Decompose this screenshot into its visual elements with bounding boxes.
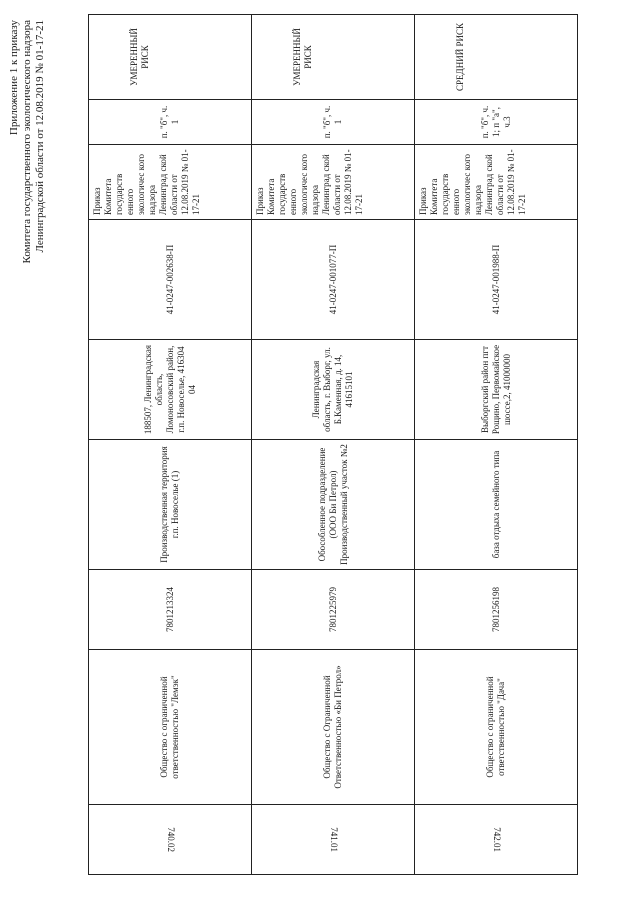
- object-code-cell: 41-0247-002638-П: [89, 220, 252, 340]
- object-code-cell: 41-0247-001988-П: [415, 220, 578, 340]
- row-number-cell: [89, 805, 252, 875]
- address-cell: 188507, Ленинградская область, Ломоносовский район, г.п. Новоселье, 416304 04: [89, 340, 252, 440]
- risk-category-cell: СРЕДНИЙ РИСК: [415, 15, 578, 100]
- criteria-cell: п. "б", ч. 1: [89, 100, 252, 145]
- inn-cell: 7801213324: [89, 570, 252, 650]
- address-cell: Ленинградская область, г. Выборг, ул. Б.Каменная, д. 14, 41615101: [252, 340, 415, 440]
- order-cell: Приказ Комитета государств енного экологичес кого надзора Ленинград ской области от 12.08.2019 № 01-17-21: [252, 145, 415, 220]
- criteria-cell: п. "б", ч. 1; п "а", ч.3: [415, 100, 578, 145]
- organization-cell: Общество с Ограниченной Ответственностью «Би Петрол»: [252, 650, 415, 805]
- organization-cell: Общество с ограниченной ответственностью "Лемэк": [89, 650, 252, 805]
- row-number-cell: [252, 805, 415, 875]
- inn-cell: 7801225979: [252, 570, 415, 650]
- row-number: 740.02: [165, 827, 176, 852]
- header-line-2: Комитета государственного экологического надзора: [21, 20, 33, 264]
- header-line-1: Приложение 1 к приказу: [8, 20, 20, 136]
- row-number-cell: [415, 805, 578, 875]
- risk-table: [88, 14, 578, 875]
- table-row: [252, 15, 415, 875]
- table-row: [89, 15, 252, 875]
- inn-cell: 7801256198: [415, 570, 578, 650]
- risk-category-cell: УМЕРЕННЫЙ РИСК: [252, 15, 415, 100]
- address-cell: Выборгский район пгт Рощино, Первомайское шоссе,2, 41000000: [415, 340, 578, 440]
- object-code-cell: 41-0247-001077-П: [252, 220, 415, 340]
- order-cell: Приказ Комитета государств енного экологичес кого надзора Ленинград ской области от 12.08.2019 № 01-17-21: [89, 145, 252, 220]
- document-header: [8, 20, 47, 295]
- header-line-3: Ленинградской области от 12.08.2019 № 01-17-21: [34, 20, 46, 253]
- order-cell: Приказ Комитета государств енного экологичес кого надзора Ленинград ской области от 12.08.2019 № 01-17-21: [415, 145, 578, 220]
- object-cell: база отдыха семейного типа: [415, 440, 578, 570]
- table-row: [415, 15, 578, 875]
- organization-cell: Общество с ограниченной ответственностью "Дача": [415, 650, 578, 805]
- row-number: 742.01: [491, 827, 502, 852]
- risk-category-cell: УМЕРЕННЫЙ РИСК: [89, 15, 252, 100]
- row-number: 741.01: [328, 827, 339, 852]
- object-cell: Обособленное подразделение (ООО Би Петрол) Производственный участок №2: [252, 440, 415, 570]
- criteria-cell: п. "б", ч. 1: [252, 100, 415, 145]
- object-cell: Производственная территория г.п. Новоселье (1): [89, 440, 252, 570]
